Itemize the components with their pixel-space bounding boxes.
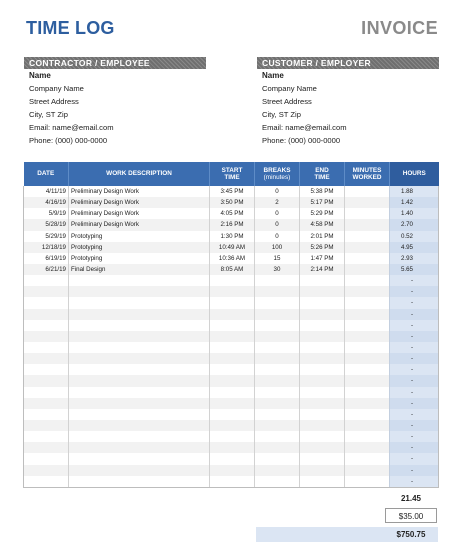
table-header-row: [24, 162, 439, 186]
cell-start-time[interactable]: 10:36 AM: [210, 253, 255, 264]
cell-description[interactable]: [69, 309, 210, 320]
cell-start-time[interactable]: [210, 398, 255, 409]
cell-minutes-worked[interactable]: [345, 465, 390, 476]
cell-minutes-worked[interactable]: [345, 409, 390, 420]
cell-start-time[interactable]: [210, 320, 255, 331]
cell-breaks[interactable]: [255, 398, 300, 409]
cell-end-time[interactable]: [300, 398, 345, 409]
total-pay-value: $750.75: [396, 530, 426, 539]
cell-date[interactable]: 6/21/19: [24, 264, 69, 275]
cell-breaks[interactable]: 15: [255, 253, 300, 264]
table-row: [24, 398, 439, 409]
cell-hours[interactable]: 4.95: [390, 242, 439, 253]
cell-description[interactable]: Preliminary Design Work: [69, 208, 210, 219]
total-hours-value: 21.45: [400, 494, 422, 503]
cell-end-time[interactable]: [300, 275, 345, 286]
cell-minutes-worked[interactable]: [345, 431, 390, 442]
cell-hours[interactable]: -: [390, 465, 439, 476]
cell-date[interactable]: [24, 431, 69, 442]
contractor-block: [24, 57, 206, 147]
table-row: [24, 364, 439, 375]
customer-street[interactable]: Street Address: [262, 97, 312, 106]
customer-email[interactable]: Email: name@email.com: [262, 123, 347, 132]
cell-start-time[interactable]: [210, 420, 255, 431]
contractor-heading: CONTRACTOR / EMPLOYEE: [24, 57, 206, 69]
cell-minutes-worked[interactable]: [345, 242, 390, 253]
table-row: [24, 476, 439, 488]
cell-date[interactable]: [24, 375, 69, 386]
cell-start-time[interactable]: [210, 442, 255, 453]
cell-date[interactable]: [24, 409, 69, 420]
table-row: [24, 375, 439, 386]
cell-hours[interactable]: -: [390, 409, 439, 420]
document-title: TIME LOG: [26, 18, 115, 38]
cell-breaks[interactable]: 0: [255, 208, 300, 219]
cell-minutes-worked[interactable]: [345, 364, 390, 375]
table-row: [24, 420, 439, 431]
cell-description[interactable]: Prototyping: [69, 242, 210, 253]
cell-end-time[interactable]: 2:01 PM: [300, 231, 345, 242]
cell-end-time[interactable]: [300, 375, 345, 386]
table-row: [24, 197, 439, 208]
cell-description[interactable]: [69, 364, 210, 375]
cell-date[interactable]: 5/9/19: [24, 208, 69, 219]
cell-start-time[interactable]: [210, 342, 255, 353]
cell-description[interactable]: Preliminary Design Work: [69, 219, 210, 230]
cell-hours[interactable]: 2.93: [390, 253, 439, 264]
cell-end-time[interactable]: [300, 309, 345, 320]
cell-breaks[interactable]: [255, 442, 300, 453]
cell-date[interactable]: [24, 320, 69, 331]
cell-hours[interactable]: -: [390, 420, 439, 431]
cell-description[interactable]: [69, 342, 210, 353]
cell-end-time[interactable]: 5:29 PM: [300, 208, 345, 219]
cell-date[interactable]: 12/18/19: [24, 242, 69, 253]
cell-minutes-worked[interactable]: [345, 398, 390, 409]
cell-start-time[interactable]: [210, 353, 255, 364]
col-header-description: WORK DESCRIPTION: [69, 162, 210, 186]
cell-breaks[interactable]: 30: [255, 264, 300, 275]
cell-minutes-worked[interactable]: [345, 309, 390, 320]
cell-end-time[interactable]: [300, 364, 345, 375]
cell-end-time[interactable]: [300, 476, 345, 488]
cell-hours[interactable]: -: [390, 364, 439, 375]
contractor-city[interactable]: City, ST Zip: [29, 110, 68, 119]
cell-date[interactable]: 4/16/19: [24, 197, 69, 208]
cell-start-time[interactable]: 3:45 PM: [210, 186, 255, 197]
cell-start-time[interactable]: [210, 297, 255, 308]
col-header-breaks: BREAKS (minutes): [255, 162, 300, 186]
table-row: [24, 253, 439, 264]
cell-end-time[interactable]: [300, 420, 345, 431]
cell-hours[interactable]: -: [390, 320, 439, 331]
customer-heading: CUSTOMER / EMPLOYER: [257, 57, 439, 69]
cell-breaks[interactable]: [255, 320, 300, 331]
cell-date[interactable]: [24, 331, 69, 342]
cell-start-time[interactable]: [210, 275, 255, 286]
contractor-email[interactable]: Email: name@email.com: [29, 123, 114, 132]
cell-breaks[interactable]: 100: [255, 242, 300, 253]
cell-hours[interactable]: 1.42: [390, 197, 439, 208]
cell-hours[interactable]: -: [390, 297, 439, 308]
cell-description[interactable]: [69, 297, 210, 308]
cell-date[interactable]: [24, 465, 69, 476]
cell-breaks[interactable]: [255, 453, 300, 464]
cell-minutes-worked[interactable]: [345, 275, 390, 286]
contractor-phone[interactable]: Phone: (000) 000-0000: [29, 136, 108, 145]
cell-breaks[interactable]: [255, 420, 300, 431]
table-row: [24, 219, 439, 230]
cell-description[interactable]: Preliminary Design Work: [69, 186, 210, 197]
table-row: [24, 353, 439, 364]
pay-rate-value[interactable]: $35.00: [398, 512, 424, 521]
cell-minutes-worked[interactable]: [345, 231, 390, 242]
cell-start-time[interactable]: 1:30 PM: [210, 231, 255, 242]
cell-date[interactable]: 5/29/19: [24, 231, 69, 242]
cell-date[interactable]: [24, 442, 69, 453]
cell-hours[interactable]: -: [390, 431, 439, 442]
cell-end-time[interactable]: 5:17 PM: [300, 197, 345, 208]
cell-description[interactable]: [69, 476, 210, 488]
cell-end-time[interactable]: [300, 431, 345, 442]
cell-minutes-worked[interactable]: [345, 264, 390, 275]
cell-breaks[interactable]: [255, 297, 300, 308]
cell-date[interactable]: [24, 297, 69, 308]
cell-start-time[interactable]: 10:49 AM: [210, 242, 255, 253]
cell-end-time[interactable]: [300, 465, 345, 476]
cell-hours[interactable]: -: [390, 398, 439, 409]
cell-description[interactable]: [69, 375, 210, 386]
col-header-minutes-worked: MINUTES WORKED: [345, 162, 390, 186]
cell-start-time[interactable]: [210, 476, 255, 488]
customer-phone[interactable]: Phone: (000) 000-0000: [262, 136, 341, 145]
table-row: [24, 242, 439, 253]
table-row: [24, 453, 439, 464]
cell-minutes-worked[interactable]: [345, 331, 390, 342]
cell-breaks[interactable]: [255, 353, 300, 364]
cell-description[interactable]: Prototyping: [69, 253, 210, 264]
cell-description[interactable]: [69, 431, 210, 442]
cell-end-time[interactable]: [300, 409, 345, 420]
cell-minutes-worked[interactable]: [345, 219, 390, 230]
cell-description[interactable]: Final Design: [69, 264, 210, 275]
table-row: [24, 297, 439, 308]
cell-date[interactable]: [24, 275, 69, 286]
cell-hours[interactable]: -: [390, 353, 439, 364]
cell-description[interactable]: [69, 398, 210, 409]
cell-end-time[interactable]: 5:38 PM: [300, 186, 345, 197]
cell-end-time[interactable]: 4:58 PM: [300, 219, 345, 230]
cell-description[interactable]: [69, 409, 210, 420]
cell-description[interactable]: [69, 275, 210, 286]
table-row: [24, 275, 439, 286]
table-row: [24, 208, 439, 219]
cell-minutes-worked[interactable]: [345, 420, 390, 431]
table-row: [24, 387, 439, 398]
cell-breaks[interactable]: [255, 387, 300, 398]
cell-breaks[interactable]: [255, 342, 300, 353]
cell-end-time[interactable]: [300, 442, 345, 453]
cell-breaks[interactable]: [255, 465, 300, 476]
cell-date[interactable]: [24, 364, 69, 375]
customer-company[interactable]: Company Name: [262, 84, 317, 93]
cell-breaks[interactable]: [255, 275, 300, 286]
cell-start-time[interactable]: [210, 309, 255, 320]
cell-description[interactable]: [69, 320, 210, 331]
cell-hours[interactable]: 1.40: [390, 208, 439, 219]
cell-start-time[interactable]: 4:05 PM: [210, 208, 255, 219]
table-row: [24, 186, 439, 197]
col-header-start-time: START TIME: [210, 162, 255, 186]
cell-start-time[interactable]: 3:50 PM: [210, 197, 255, 208]
cell-end-time[interactable]: [300, 297, 345, 308]
cell-end-time[interactable]: 2:14 PM: [300, 264, 345, 275]
cell-end-time[interactable]: [300, 453, 345, 464]
cell-date[interactable]: [24, 476, 69, 488]
table-row: [24, 342, 439, 353]
cell-minutes-worked[interactable]: [345, 375, 390, 386]
document-type: INVOICE: [361, 18, 438, 38]
cell-breaks[interactable]: [255, 286, 300, 297]
cell-hours[interactable]: 2.70: [390, 219, 439, 230]
time-log-table: [23, 162, 439, 488]
cell-hours[interactable]: -: [390, 342, 439, 353]
cell-description[interactable]: [69, 387, 210, 398]
cell-minutes-worked[interactable]: [345, 320, 390, 331]
cell-minutes-worked[interactable]: [345, 186, 390, 197]
table-row: [24, 442, 439, 453]
cell-minutes-worked[interactable]: [345, 253, 390, 264]
cell-description[interactable]: Preliminary Design Work: [69, 197, 210, 208]
table-row: [24, 409, 439, 420]
cell-start-time[interactable]: [210, 286, 255, 297]
cell-hours[interactable]: -: [390, 309, 439, 320]
cell-breaks[interactable]: 0: [255, 186, 300, 197]
cell-hours[interactable]: -: [390, 453, 439, 464]
cell-start-time[interactable]: 2:16 PM: [210, 219, 255, 230]
cell-description[interactable]: Prototyping: [69, 231, 210, 242]
cell-minutes-worked[interactable]: [345, 197, 390, 208]
cell-minutes-worked[interactable]: [345, 476, 390, 488]
cell-description[interactable]: [69, 420, 210, 431]
cell-description[interactable]: [69, 465, 210, 476]
cell-end-time[interactable]: [300, 331, 345, 342]
cell-date[interactable]: [24, 286, 69, 297]
cell-date[interactable]: [24, 353, 69, 364]
cell-start-time[interactable]: 8:05 AM: [210, 264, 255, 275]
cell-breaks[interactable]: [255, 431, 300, 442]
cell-breaks[interactable]: [255, 364, 300, 375]
cell-description[interactable]: [69, 453, 210, 464]
cell-end-time[interactable]: [300, 353, 345, 364]
col-header-hours: HOURS: [390, 162, 439, 186]
cell-hours[interactable]: -: [390, 286, 439, 297]
cell-breaks[interactable]: [255, 331, 300, 342]
cell-hours[interactable]: 0.52: [390, 231, 439, 242]
col-header-date: DATE: [24, 162, 69, 186]
cell-date[interactable]: [24, 387, 69, 398]
cell-description[interactable]: [69, 353, 210, 364]
cell-minutes-worked[interactable]: [345, 286, 390, 297]
cell-breaks[interactable]: [255, 375, 300, 386]
cell-start-time[interactable]: [210, 409, 255, 420]
customer-block: [257, 57, 439, 147]
cell-date[interactable]: [24, 342, 69, 353]
table-row: [24, 309, 439, 320]
cell-breaks[interactable]: 0: [255, 231, 300, 242]
table-row: [24, 431, 439, 442]
cell-breaks[interactable]: [255, 476, 300, 488]
contractor-name[interactable]: Name: [29, 71, 51, 80]
cell-end-time[interactable]: [300, 286, 345, 297]
cell-end-time[interactable]: [300, 320, 345, 331]
cell-hours[interactable]: -: [390, 275, 439, 286]
cell-minutes-worked[interactable]: [345, 342, 390, 353]
cell-description[interactable]: [69, 442, 210, 453]
table-row: [24, 465, 439, 476]
table-row: [24, 320, 439, 331]
cell-date[interactable]: 4/11/19: [24, 186, 69, 197]
table-row: [24, 331, 439, 342]
cell-date[interactable]: [24, 420, 69, 431]
table-row: [24, 286, 439, 297]
time-log-body: [24, 186, 439, 487]
cell-description[interactable]: [69, 286, 210, 297]
cell-minutes-worked[interactable]: [345, 208, 390, 219]
cell-hours[interactable]: -: [390, 476, 439, 488]
cell-hours[interactable]: 1.88: [390, 186, 439, 197]
cell-start-time[interactable]: [210, 453, 255, 464]
cell-start-time[interactable]: [210, 431, 255, 442]
cell-start-time[interactable]: [210, 465, 255, 476]
cell-hours[interactable]: -: [390, 442, 439, 453]
cell-date[interactable]: [24, 453, 69, 464]
cell-breaks[interactable]: 0: [255, 219, 300, 230]
col-header-end-time: END TIME: [300, 162, 345, 186]
customer-city[interactable]: City, ST Zip: [262, 110, 301, 119]
cell-description[interactable]: [69, 331, 210, 342]
cell-end-time[interactable]: [300, 342, 345, 353]
cell-start-time[interactable]: [210, 364, 255, 375]
table-row: [24, 231, 439, 242]
table-row: [24, 264, 439, 275]
cell-start-time[interactable]: [210, 375, 255, 386]
cell-hours[interactable]: -: [390, 331, 439, 342]
contractor-street[interactable]: Street Address: [29, 97, 79, 106]
cell-minutes-worked[interactable]: [345, 297, 390, 308]
customer-name[interactable]: Name: [262, 71, 284, 80]
cell-hours[interactable]: -: [390, 387, 439, 398]
contractor-company[interactable]: Company Name: [29, 84, 84, 93]
cell-start-time[interactable]: [210, 331, 255, 342]
cell-end-time[interactable]: [300, 387, 345, 398]
cell-breaks[interactable]: 2: [255, 197, 300, 208]
cell-date[interactable]: 6/19/19: [24, 253, 69, 264]
cell-minutes-worked[interactable]: [345, 453, 390, 464]
cell-date[interactable]: [24, 398, 69, 409]
cell-hours[interactable]: -: [390, 375, 439, 386]
cell-date[interactable]: 5/28/19: [24, 219, 69, 230]
cell-breaks[interactable]: [255, 309, 300, 320]
cell-minutes-worked[interactable]: [345, 442, 390, 453]
cell-minutes-worked[interactable]: [345, 353, 390, 364]
cell-start-time[interactable]: [210, 387, 255, 398]
cell-minutes-worked[interactable]: [345, 387, 390, 398]
cell-end-time[interactable]: 5:26 PM: [300, 242, 345, 253]
cell-end-time[interactable]: 1:47 PM: [300, 253, 345, 264]
cell-breaks[interactable]: [255, 409, 300, 420]
cell-date[interactable]: [24, 309, 69, 320]
cell-hours[interactable]: 5.65: [390, 264, 439, 275]
